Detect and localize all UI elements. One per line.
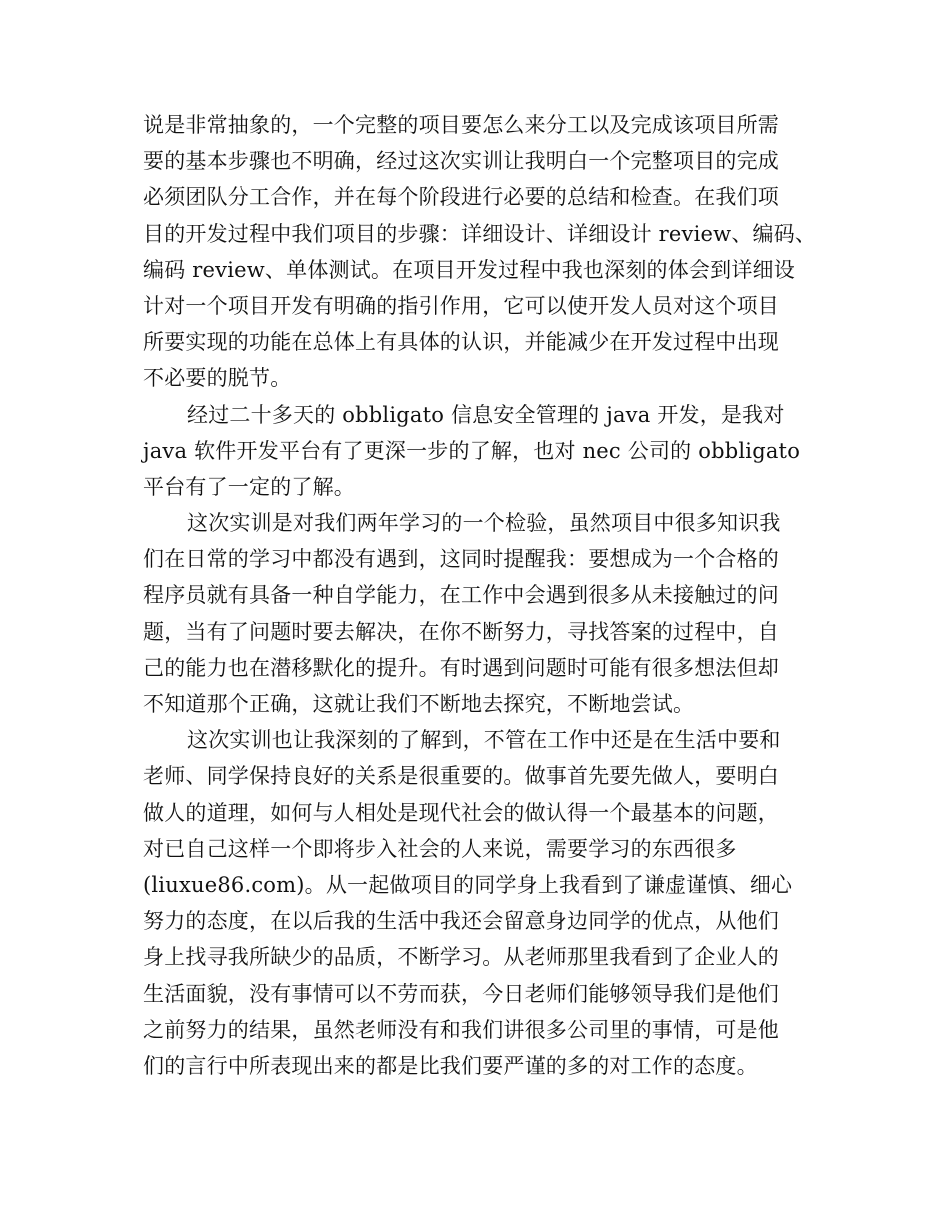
text-line: java 软件开发平台有了更深一步的了解，也对 nec 公司的 obbligato [143,438,801,463]
text-line: 经过二十多天的 obbligato 信息安全管理的 java 开发，是我对 [187,402,785,427]
text-line: 平台有了一定的了解。 [143,474,355,499]
text-line: 要的基本步骤也不明确，经过这次实训让我明白一个完整项目的完成 [143,149,779,174]
text-line: 目的开发过程中我们项目的步骤：详细设计、详细设计 review、编码、 [143,221,817,246]
text-line: 们的言行中所表现出来的都是比我们要严谨的多的对工作的态度。 [143,1053,758,1078]
text-line: 老师、同学保持良好的关系是很重要的。做事首先要先做人，要明白 [143,764,779,789]
text-line: 编码 review、单体测试。在项目开发过程中我也深刻的体会到详细设 [143,257,795,282]
text-line: 计对一个项目开发有明确的指引作用，它可以使开发人员对这个项目 [143,293,779,318]
text-line: 不必要的脱节。 [143,366,292,391]
paragraph-2 [143,397,823,506]
text-line: 题，当有了问题时要去解决，在你不断努力，寻找答案的过程中，自 [143,619,779,644]
text-line: (liuxue86.com)。从一起做项目的同学身上我看到了谦虚谨慎、细心 [143,872,793,897]
text-line: 做人的道理，如何与人相处是现代社会的做认得一个最基本的问题， [143,800,779,825]
text-line: 身上找寻我所缺少的品质，不断学习。从老师那里我看到了企业人的 [143,945,779,970]
text-line: 对已自己这样一个即将步入社会的人来说，需要学习的东西很多 [143,836,737,861]
text-line: 生活面貌，没有事情可以不劳而获，今日老师们能够领导我们是他们 [143,981,779,1006]
text-line: 必须团队分工合作，并在每个阶段进行必要的总结和检查。在我们项 [143,185,779,210]
paragraph-1 [143,107,823,397]
text-line: 之前努力的结果，虽然老师没有和我们讲很多公司里的事情，可是他 [143,1017,779,1042]
text-line: 努力的态度，在以后我的生活中我还会留意身边同学的优点，从他们 [143,909,779,934]
text-line: 不知道那个正确，这就让我们不断地去探究，不断地尝试。 [143,692,695,716]
text-line: 说是非常抽象的，一个完整的项目要怎么来分工以及完成该项目所需 [143,113,779,137]
paragraph-4 [143,722,823,1084]
text-line: 这次实训是对我们两年学习的一个检验，虽然项目中很多知识我 [187,511,781,536]
text-line: 们在日常的学习中都没有遇到，这同时提醒我：要想成为一个合格的 [143,547,779,572]
text-line: 这次实训也让我深刻的了解到，不管在工作中还是在生活中要和 [187,728,781,753]
body-text [143,107,823,1084]
paragraph-3 [143,505,823,722]
text-line: 所要实现的功能在总体上有具体的认识，并能减少在开发过程中出现 [143,330,779,355]
text-line: 程序员就有具备一种自学能力，在工作中会遇到很多从未接触过的问 [143,583,779,608]
text-line: 己的能力也在潜移默化的提升。有时遇到问题时可能有很多想法但却 [143,655,779,680]
